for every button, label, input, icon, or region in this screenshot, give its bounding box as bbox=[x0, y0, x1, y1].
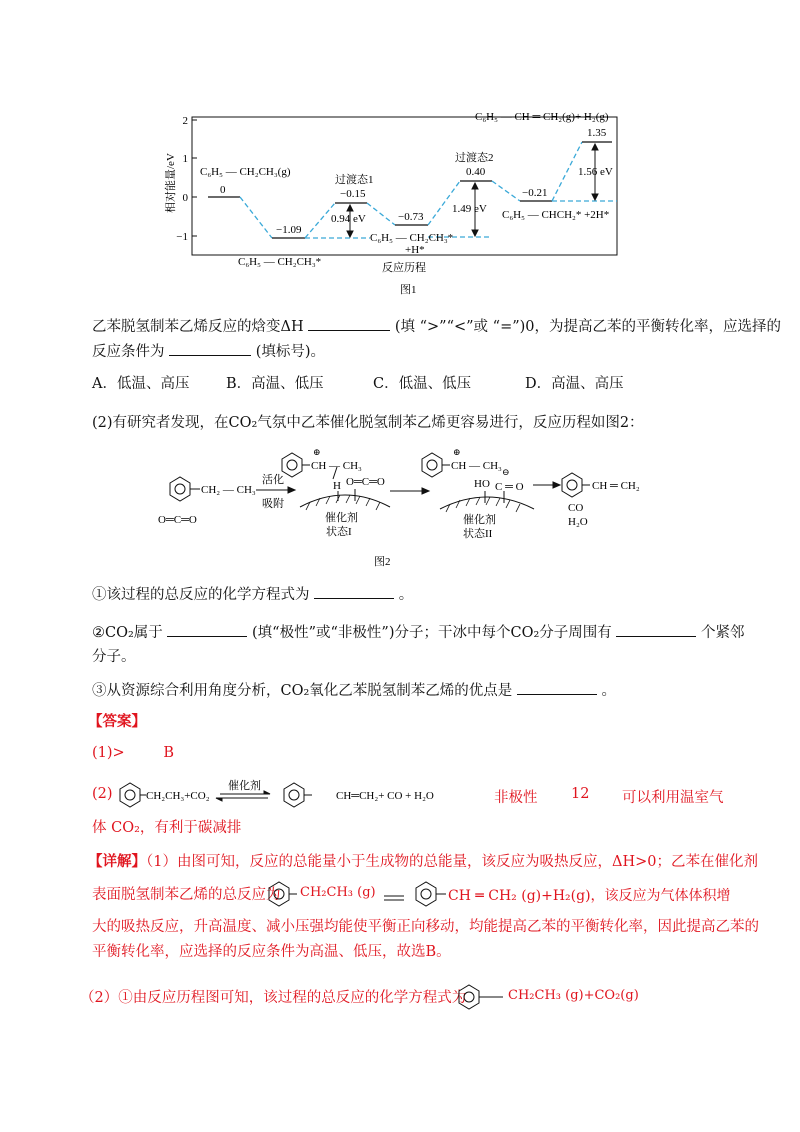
q2-sub2-text-a: ②CO₂属于 bbox=[92, 625, 163, 641]
q1-line2 bbox=[92, 341, 325, 362]
q2-intro: (2)有研究者发现，在CO₂气氛中乙苯催化脱氢制苯乙烯更容易进行，反应历程如图2： bbox=[92, 415, 644, 431]
q2-sub2-cont: 分子。 bbox=[92, 649, 136, 665]
answer-1-choice: B bbox=[163, 745, 174, 761]
detail-eq-left: CH₂CH₃ (g)+CO₂(g) bbox=[508, 988, 639, 1003]
product-label: C₆H₅ — CH ═ CH₂(g)+ H₂(g) bbox=[475, 111, 609, 123]
energy-040: 0.40 bbox=[466, 166, 486, 178]
x-axis-label: 反应历程 bbox=[382, 262, 426, 274]
answer-2-label: (2) bbox=[92, 786, 113, 802]
answer-blank-1[interactable] bbox=[308, 316, 390, 331]
q2-sub1-text: ①该过程的总反应的化学方程式为 bbox=[92, 587, 310, 603]
energy-m073: −0.73 bbox=[398, 211, 424, 223]
carboxyl: C ═ O bbox=[495, 481, 524, 493]
equation-left: CH₂CH₃+CO₂ bbox=[146, 790, 210, 802]
detail-header: 【详解】 bbox=[88, 853, 146, 870]
answer-2-advantage: 可以利用温室气 bbox=[622, 790, 724, 806]
y-axis-label: 相对能量/eV bbox=[165, 153, 177, 213]
anion-minus: ⊖ bbox=[502, 467, 510, 477]
energy-m021: −0.21 bbox=[522, 187, 548, 199]
h-atom: H bbox=[333, 480, 341, 492]
detail-ethylbenzene-ring-2 bbox=[455, 978, 515, 1018]
carbocation-plus-1: ⊕ bbox=[313, 447, 321, 457]
benzene-ring-3 bbox=[422, 453, 442, 477]
answer-blank-4[interactable] bbox=[167, 622, 247, 637]
styrene-group: CH ═ CH₂ bbox=[592, 480, 640, 492]
adsorbed-label: C₆H₅ — CH₂CH₃* bbox=[238, 256, 322, 268]
answer-header: 【答案】 bbox=[88, 713, 146, 730]
equation-right: CH═CH₂+ CO + H₂O bbox=[336, 790, 434, 802]
energy-path bbox=[208, 142, 617, 238]
energy-m109: −1.09 bbox=[276, 224, 302, 236]
co2-on-surface: O═C═O bbox=[346, 476, 385, 488]
equation-catalyst: 催化剂 bbox=[228, 780, 261, 792]
co-product: CO bbox=[568, 502, 584, 514]
q2-sub2-text-c: 个紧邻 bbox=[701, 625, 745, 641]
q1-line1 bbox=[92, 316, 781, 337]
answer-blank-5[interactable] bbox=[616, 622, 696, 637]
catalyst-label-2: 催化剂 bbox=[463, 514, 496, 526]
ytick-1: 1 bbox=[182, 153, 188, 165]
option-d: D．高温、高压 bbox=[525, 376, 624, 392]
arrow-label-adsorption: 吸附 bbox=[262, 498, 284, 510]
detail-line2 bbox=[92, 885, 281, 905]
option-b: B．高温、低压 bbox=[226, 376, 324, 392]
carbocation-group-2: CH — CH₃ bbox=[451, 460, 502, 472]
detail-line5: （2）①由反应历程图可知，该过程的总反应的化学方程式为 bbox=[80, 990, 467, 1006]
detail-styrene-ring bbox=[412, 875, 452, 915]
answer-2-nonpolar: 非极性 bbox=[494, 790, 538, 806]
state1-label: 状态I bbox=[326, 526, 352, 538]
q1-text-c: 反应条件为 bbox=[92, 344, 165, 360]
carbocation-plus-2: ⊕ bbox=[453, 447, 461, 457]
detail-equilibrium-arrow bbox=[380, 888, 410, 908]
q2-sub1 bbox=[92, 584, 413, 605]
q2-sub1-end: 。 bbox=[398, 587, 414, 603]
energy-m015: −0.15 bbox=[340, 188, 366, 200]
q1-text-d: (填标号)。 bbox=[255, 344, 326, 360]
q1-text-b: (填 “>”“<”或 “=”)0，为提高乙苯的平衡转化率，应选择的 bbox=[394, 319, 782, 335]
q2-sub3-end: 。 bbox=[601, 683, 617, 699]
benzene-ring-2 bbox=[282, 453, 302, 477]
intermediate1-label: C₆H₅ — CH₂CH₃* bbox=[370, 232, 454, 244]
benzene-ring-4 bbox=[562, 473, 582, 497]
energy-profile-figure bbox=[150, 105, 660, 295]
mechanism-figure bbox=[150, 445, 700, 570]
detail-styrene-text: CH ═ CH₂ (g)+H₂(g)，该反应为气体体积增 bbox=[448, 888, 731, 904]
intermediate1-h: +H* bbox=[405, 244, 425, 256]
answer-blank-6[interactable] bbox=[517, 680, 597, 695]
detail-line3: 大的吸热反应，升高温度、减小压强均能使平衡正向移动，均能提高乙苯的平衡转化率，因此提高乙苯的 bbox=[92, 919, 759, 935]
energy-0: 0 bbox=[220, 184, 226, 196]
ytick-m1: −1 bbox=[176, 231, 188, 243]
answer-1 bbox=[92, 743, 174, 763]
option-c: C．低温、低压 bbox=[373, 376, 472, 392]
ytick-0: 0 bbox=[182, 192, 188, 204]
arrow-label-activation: 活化 bbox=[262, 474, 284, 486]
figure2-caption: 图2 bbox=[374, 556, 391, 568]
q1-text-a: 乙苯脱氢制苯乙烯反应的焓变ΔH bbox=[92, 319, 304, 335]
answer-blank-2[interactable] bbox=[169, 341, 251, 356]
q2-sub3-text: ③从资源综合利用角度分析，CO₂氧化乙苯脱氢制苯乙烯的优点是 bbox=[92, 683, 513, 699]
energy-135: 1.35 bbox=[587, 127, 607, 139]
barrier2-label: 1.49 eV bbox=[452, 203, 487, 215]
ytick-2: 2 bbox=[182, 115, 188, 127]
detail-text-1: （1）由图可知，反应的总能量小于生成物的总能量，该反应为吸热反应，ΔH>0；乙苯在催化剂 bbox=[146, 854, 758, 870]
h2o-product: H₂O bbox=[568, 516, 588, 528]
state2-label: 状态II bbox=[463, 528, 493, 540]
answer-2-equation bbox=[116, 775, 476, 815]
option-a: A．低温、高压 bbox=[92, 376, 190, 392]
barrier1-label: 0.94 eV bbox=[331, 213, 366, 225]
carbocation-group-1: CH — CH₃ bbox=[311, 460, 362, 472]
figure1-caption: 图1 bbox=[400, 284, 417, 295]
answer-1-sign: (1)> bbox=[92, 745, 125, 761]
reactant-label: C₆H₅ — CH₂CH₃(g) bbox=[200, 166, 291, 178]
answer-2-advantage-cont: 体 CO₂，有利于碳减排 bbox=[92, 820, 242, 836]
hydroxyl: HO bbox=[474, 478, 490, 490]
answer-2-number: 12 bbox=[571, 786, 590, 802]
detail-line1 bbox=[88, 852, 758, 872]
answer-blank-3[interactable] bbox=[314, 584, 394, 599]
catalyst-label-1: 催化剂 bbox=[325, 512, 358, 524]
q2-sub3 bbox=[92, 680, 616, 701]
catalyst-surface-1 bbox=[300, 495, 390, 507]
detail-line4: 平衡转化率，应选择的反应条件为高温、低压，故选B。 bbox=[92, 944, 451, 960]
benzene-ring-1 bbox=[170, 477, 190, 501]
detail-ethylbenzene: CH₂CH₃ (g) bbox=[300, 885, 376, 900]
ethyl-group: CH₂ — CH₃ bbox=[201, 484, 256, 496]
q2-sub2-text-b: (填“极性”或“非极性”)分子；干冰中每个CO₂分子周围有 bbox=[252, 625, 612, 641]
q2-sub2 bbox=[92, 622, 745, 643]
barrier3-label: 1.56 eV bbox=[578, 166, 613, 178]
detail-text-2a: 表面脱氢制苯乙烯的总反应为 bbox=[92, 887, 281, 903]
co2-molecule: O═C═O bbox=[158, 514, 197, 526]
intermediate2-label: C₆H₅ — CHCH₂* +2H* bbox=[502, 209, 610, 221]
y-axis-ticks bbox=[192, 120, 197, 236]
ts2-label: 过渡态2 bbox=[455, 152, 494, 164]
ts1-label: 过渡态1 bbox=[335, 174, 374, 186]
